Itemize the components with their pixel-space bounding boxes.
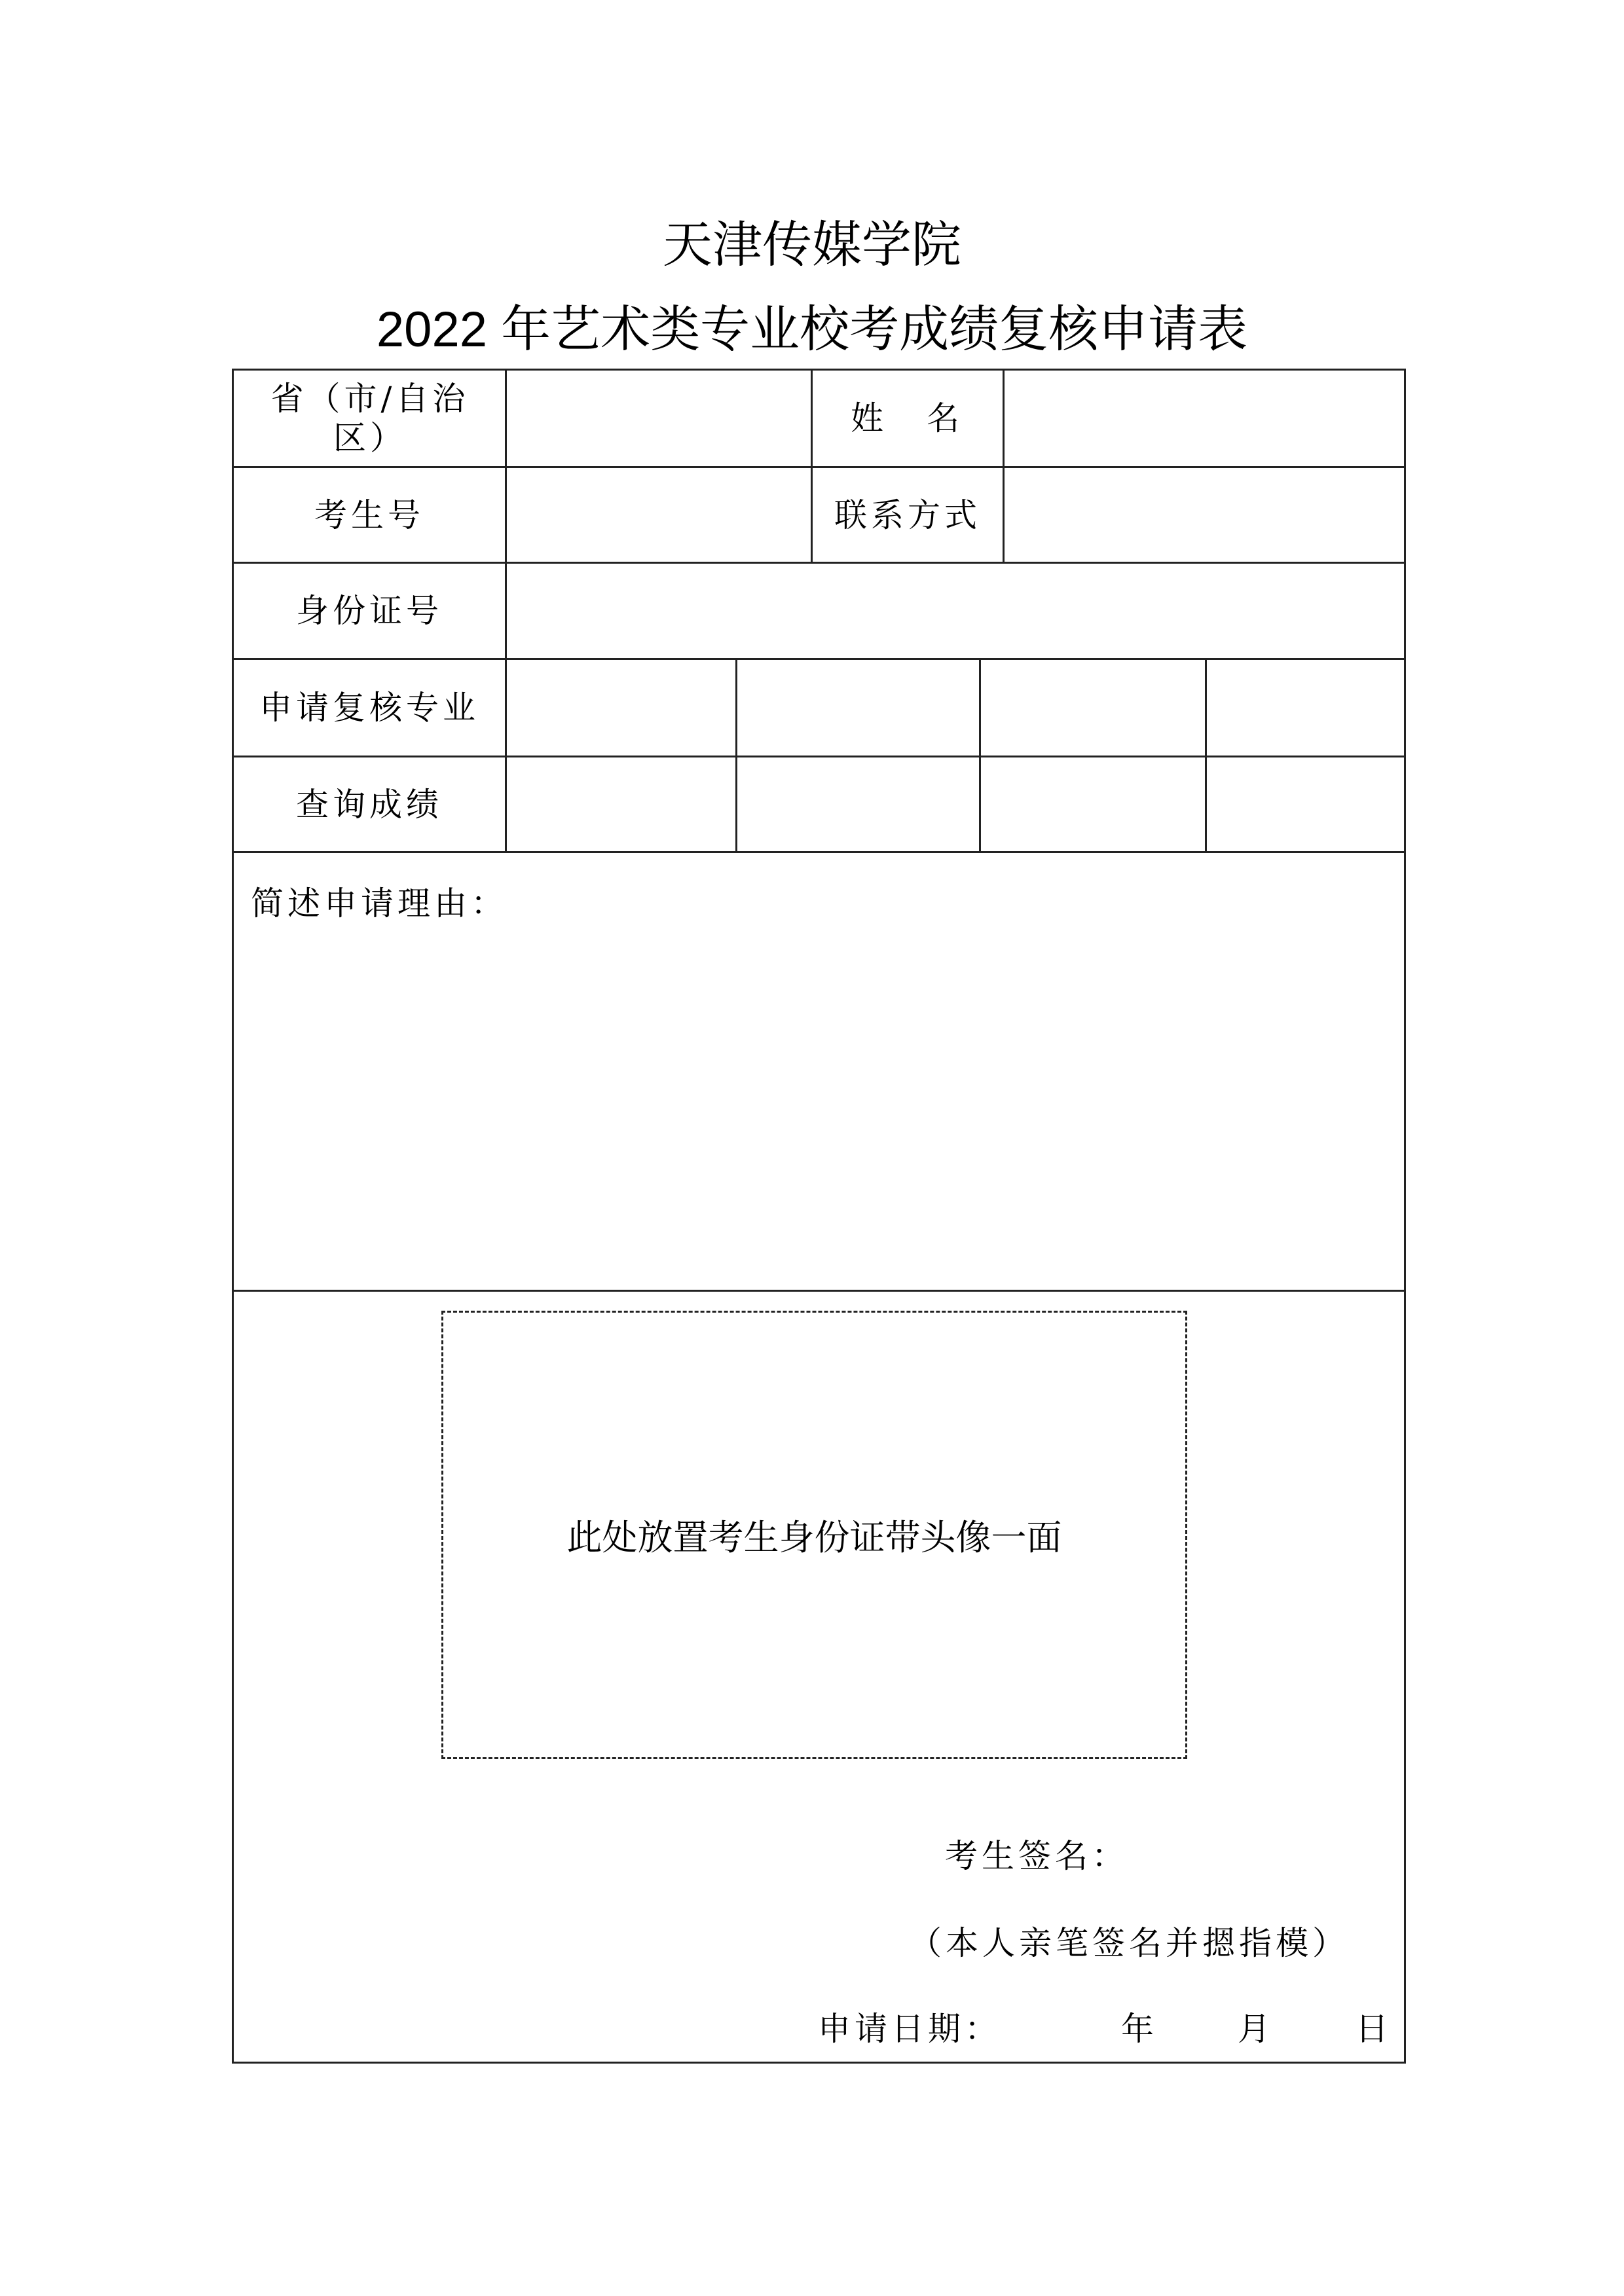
form-title: 2022 年艺术类专业校考成绩复核申请表 <box>376 302 1248 357</box>
date-label: 申请日期： <box>818 2010 1001 2048</box>
row-divider <box>232 851 1406 853</box>
id-photo-placeholder[interactable] <box>441 1311 1187 1759</box>
major-field-2[interactable] <box>737 660 979 756</box>
contact-label: 联系方式 <box>834 496 981 534</box>
row-divider <box>232 1290 1406 1292</box>
major-field-4[interactable] <box>1207 660 1404 756</box>
id-number-field[interactable] <box>507 564 1404 658</box>
name-field[interactable] <box>1005 371 1404 466</box>
major-field-3[interactable] <box>981 660 1205 756</box>
score-label: 查询成绩 <box>296 785 443 824</box>
score-field-3[interactable] <box>981 757 1205 851</box>
score-field-2[interactable] <box>737 757 979 851</box>
province-label: 省（市/自治区） <box>270 380 470 457</box>
province-field[interactable] <box>507 371 811 466</box>
contact-field[interactable] <box>1005 468 1404 562</box>
reason-label: 简述申请理由： <box>251 884 507 922</box>
table-border-right <box>1404 369 1406 2064</box>
month-label: 月 <box>1238 2010 1274 2048</box>
reason-field[interactable] <box>234 923 1404 1290</box>
institution-title: 天津传媒学院 <box>663 217 961 273</box>
table-border-bottom <box>232 2062 1406 2064</box>
signature-note: （本人亲笔签名并摁指模） <box>909 1924 1349 1962</box>
exam-number-label: 考生号 <box>314 496 424 534</box>
name-label: 姓 名 <box>851 399 965 437</box>
score-field-1[interactable] <box>507 757 735 851</box>
major-label: 申请复核专业 <box>259 689 479 727</box>
id-number-label: 身份证号 <box>296 592 443 630</box>
major-field-1[interactable] <box>507 660 735 756</box>
day-label: 日 <box>1356 2010 1392 2048</box>
exam-number-field[interactable] <box>507 468 811 562</box>
year-label: 年 <box>1121 2010 1158 2048</box>
signature-label: 考生签名： <box>945 1837 1128 1875</box>
score-field-4[interactable] <box>1207 757 1404 851</box>
id-photo-placeholder-text: 此处放置考生身份证带头像一面 <box>566 1517 1062 1558</box>
